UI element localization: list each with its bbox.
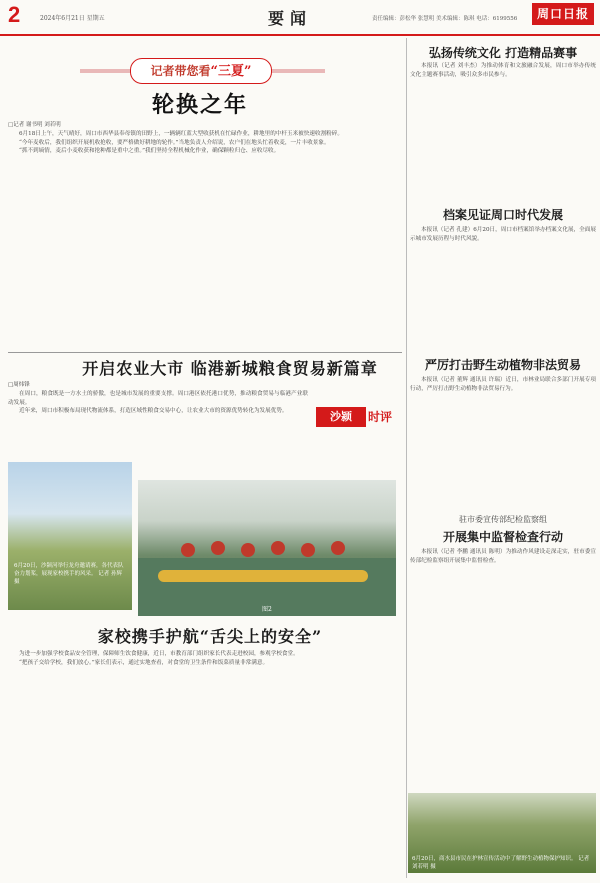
shaying-label: 沙颍 [316, 407, 366, 427]
photo-label: 图2 [262, 606, 272, 613]
market-body [8, 390, 308, 460]
right-text-4 [410, 548, 596, 788]
right-text-2 [410, 226, 596, 346]
market-paragraph: 在周口，粮食既是一方水土的骄傲，也是城市发展的重要支撑。周口港区依托港口优势，推动粮食贸易与临港产业联动发展。 [8, 391, 308, 406]
right-bottom-photo [408, 793, 596, 873]
right-kicker-4: 驻市委宣传部纪检监察组 [459, 515, 547, 524]
safety-paragraph: 为进一步加强学校食品安全管理，保障师生饮食健康，近日，市教育部门组织家长代表走进校园，参观学校食堂。 [19, 651, 299, 657]
market-headline: 开启农业大市 临港新城粮食贸易新篇章 [82, 359, 378, 378]
shaying-column-label [316, 407, 406, 427]
right-headline-1: 弘扬传统文化 打造精品赛事 [428, 46, 578, 60]
photo-caption: 6月20日，沙颍河举行龙舟邀请赛，各代表队奋力划桨，展现家校携手的风采。 记者 孙辉 摄 [14, 563, 124, 585]
lead-paragraph: “今年麦收后，我们组织开展机收抢收，要严格做好耕地的轮作。”当地负责人介绍说，农户们在地头忙着收麦，一片丰收景象。 [19, 139, 330, 146]
paddlers [181, 541, 345, 557]
kicker-highlight: “三夏” [210, 64, 252, 79]
page-number: 2 [8, 2, 21, 27]
market-byline: □周炜锋 [8, 382, 30, 388]
section-rule [8, 352, 402, 353]
right-paragraph: 本报讯（记者 孔建）6月20日，周口市档案馆举办档案文化展，全面展示城市发展历程与时代风貌。 [410, 227, 596, 242]
masthead [0, 0, 600, 34]
right-headline-3: 严厉打击野生动植物非法贸易 [424, 358, 581, 372]
dragon-boat-scene [138, 480, 396, 616]
right-text-3 [410, 376, 596, 506]
lead-kicker [80, 58, 325, 84]
right-paragraph: 本报讯（记者 董辉 通讯员 许瑞）近日，市林业局联合多部门开展专项行动，严厉打击野生动植物非法贸易行为。 [410, 377, 596, 392]
kicker-tag [130, 58, 272, 84]
lead-byline: □记者 谢书明 刘若明 [8, 122, 61, 128]
editors-line: 责任编辑：彭松华 张慧明 美术编辑：陈琪 电话：6199556 [372, 16, 518, 22]
lead-paragraph: “抓不到墒情，麦后小麦收获和抢种都是重中之重。”我们坚持全程机械化作业，确保颗粒归仓、应收尽收。 [19, 148, 280, 155]
dragon-boat-photo [138, 480, 396, 616]
right-headline-2: 档案见证周口时代发展 [442, 208, 563, 222]
right-text-1 [410, 62, 596, 182]
lead-body [8, 130, 402, 345]
lead-headline: 轮换之年 [151, 92, 248, 118]
safety-headline: 家校携手护航“舌尖上的安全” [97, 627, 323, 646]
shaying-label-2: 时评 [368, 410, 393, 424]
section-title: 要闻 [268, 9, 313, 28]
column-divider [406, 38, 407, 878]
right-paragraph: 本报讯（记者 刘丰杰）为推动体育和文旅融合发展，周口市举办传统文化主题赛事活动，吸引众多市民参与。 [410, 63, 596, 78]
right-headline-4: 开展集中监督检查行动 [442, 530, 563, 544]
lead-paragraph: 6月18日上午，天气晴好，周口市西华县奉母镇的田野上，一辆辆红蓝大型收获机在忙碌作业，耕地里的中杆玉米被快速收割粉碎。 [19, 131, 343, 137]
masthead-rule [0, 34, 600, 36]
issue-date: 2024年6月21日 星期五 [40, 15, 105, 22]
safety-body [8, 650, 402, 878]
safety-paragraph: “把孩子交给学校，我们放心。”家长们表示，通过实地查看，对食堂的卫生条件和饭菜质量非常满意。 [19, 659, 269, 666]
photo-inset [8, 462, 132, 610]
right-paragraph: 本报讯（记者 李鹏 通讯员 陈明）为推动作风建设走深走实，驻市委宣传部纪检监察组开展集中监督检查。 [410, 549, 596, 564]
market-paragraph: 近年来，周口市积极布局现代物流体系，打造区域性粮食交易中心，让农业大市的资源优势转化为发展优势。 [19, 408, 288, 415]
dragon-boat [158, 570, 368, 582]
kicker-prefix: 记者带您看 [150, 64, 211, 78]
right-photo-caption: 6月20日，商水县市民在护林宣传活动中了解野生动植物保护知识。 记者 刘若明 摄 [412, 856, 590, 870]
newspaper-logo: 周口日报 [532, 3, 594, 25]
